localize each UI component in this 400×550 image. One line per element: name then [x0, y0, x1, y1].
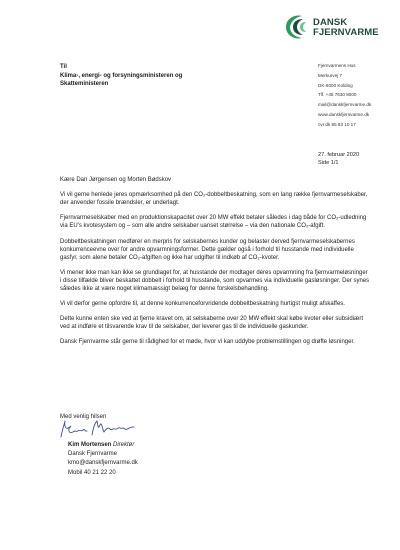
recipient-line: Til [60, 64, 67, 70]
logo-wordmark [313, 18, 379, 37]
signer-title: Direktør [113, 442, 135, 448]
logo-line-1: DANSK [313, 17, 348, 28]
logo-line-2: FJERNVARME [313, 26, 379, 38]
paragraph: Vi vil gerne henlede jeres opmærksomhed på den CO₂-dobbeltbeskatning, som en lang række fjernvarmeselskaber, der anvender fossile brændsler, er underlagt. [60, 192, 368, 207]
sender-phone: Tlf. +45 7630 8000 [318, 92, 357, 98]
sender-street: Merkurvej 7 [318, 72, 342, 78]
signer-org: Dansk Fjernvarme [68, 451, 118, 458]
page-number: Side 1/1 [318, 160, 339, 166]
sender-org: Fjernvarmens Hus [318, 63, 356, 68]
sender-city: DK-6000 Kolding [318, 82, 353, 88]
paragraph: Dobbeltbeskatningen medfører en merpris for selskabernes kunder og belaster derved fjernvarmeselskabernes konkurrenceevne over for andre opvarmningsformer. Dette gælder også i forhold til husstande med individuelle gasfyr, som alene betaler CO₂-afgiften og ikke har udgifter til indkøb af CO₂-kvoter. [60, 238, 355, 261]
recipient-block [60, 63, 182, 89]
letter-date: 27. februar 2020 [318, 152, 360, 158]
paragraph: Vi vil derfor gerne opfordre til, at denne konkurrenceforvridende dobbeltbeskatning hurtigst muligt afskaffes. [60, 300, 345, 307]
sender-website: www.danskfjernvarme.dk [318, 111, 370, 117]
logo-leaf-icon [283, 14, 311, 40]
dansk-fjernvarme-logo [283, 14, 388, 40]
letter-body [60, 176, 370, 354]
salutation: Kære Dan Jørgensen og Morten Bødskov [60, 177, 172, 183]
signer-name: Kim Mortensen [68, 442, 112, 448]
paragraph: Dette kunne enten ske ved at fjerne kravet om, at selskaberne over 20 MW effekt skal købe kvoter eller subsidiært ved at indføre et tilsvarende krav til de selskaber, der leverer gas til de individuelle gaskunder. [60, 316, 364, 331]
signature-block [68, 441, 138, 478]
paragraph: Dansk Fjernvarme står gerne til rådighed for et møde, hvor vi kan uddybe problemstillingen og drøfte løsninger. [60, 339, 355, 346]
signer-phone: Mobil 40 21 22 20 [68, 469, 116, 476]
recipient-line: Skatteministeren [60, 81, 109, 88]
signer-email: kmo@danskfjernvarme.dk [68, 460, 138, 467]
paragraph: Fjernvarmeselskaber med en produktionskapacitet over 20 MW effekt betaler således i dag både for CO₂-udledning via EU's kvotesystem og – som alle andre selskaber uanset størrelse – via den nationale CO₂-afgift. [60, 215, 367, 230]
sender-cvr: cvr dk 55 83 10 17 [318, 121, 356, 127]
sender-email: mail@danskfjernvarme.dk [318, 102, 372, 108]
handwritten-signature [58, 417, 138, 441]
recipient-line: Klima-, energi- og forsyningsministeren og [60, 72, 183, 79]
paragraph: Vi mener ikke man kan ikke se grundlaget for, at husstande der modtager deres opvarmning fra fjernvarmeløsninger i disse tilfælde bliver beskattet dobbelt i forhold til husstande, som opvarmes via individuelle gasløsninger. Der synes således ikke at være noget klimamæssigt belæg for denne forskelsbehandling. [60, 269, 370, 292]
date-block [318, 151, 359, 167]
sender-address-block [318, 61, 371, 130]
closing: Med venlig hilsen [60, 414, 107, 420]
